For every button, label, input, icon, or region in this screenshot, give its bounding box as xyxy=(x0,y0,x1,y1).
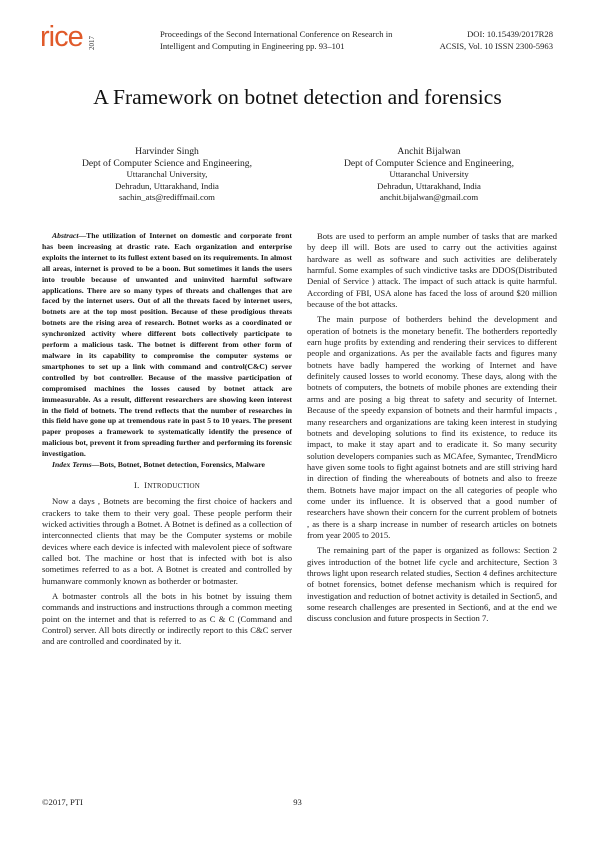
logo-text: rice xyxy=(40,21,83,53)
author-block xyxy=(294,146,564,204)
section-title-rest: NTRODUCTION xyxy=(147,481,200,490)
header-proceedings-line1: Proceedings of the Second International Conference on Research in xyxy=(160,29,393,39)
abstract xyxy=(42,231,292,460)
header-acsis: ACSIS, Vol. 10 ISSN 2300-5963 xyxy=(439,41,553,51)
body-paragraph: A botmaster controls all the bots in his botnet by issuing them commands and instructions and instructions through a common meeting point on the internet and that is referred to as C & C (Command and Control) server. All bots directly or indirectly report to this C&C server and are controlled and coordinated by it. xyxy=(42,591,292,647)
author-email: sachin_ats@rediffmail.com xyxy=(119,192,215,203)
author-city: Dehradun, Uttarakhand, India xyxy=(115,180,219,191)
body-paragraph: Now a days , Botnets are becoming the first choice of hackers and crackers to take them to their very goal. These people perform their wicked activities through a Botnet. A Botnet is defined as a collection of interconnected clients that may be the Computer systems or mobile devices where each device is infected with malevolent piece of software called bot. The machine or host that is infected with bot is also sometimes referred to as a bot. A Botnet is created and controlled by humanware commonly known as botherder or botmaster. xyxy=(42,496,292,586)
header-proceedings-line2: Intelligent and Computing in Engineering pp. 93–101 xyxy=(160,41,345,51)
right-column xyxy=(307,231,557,625)
section-heading-introduction xyxy=(42,480,292,492)
section-number: I. xyxy=(134,479,140,490)
author-dept: Dept of Computer Science and Engineering, xyxy=(344,157,514,169)
conference-logo xyxy=(40,20,100,54)
section-title-first: I xyxy=(144,479,148,490)
author-dept: Dept of Computer Science and Engineering, xyxy=(82,157,252,169)
footer-copyright: ©2017, PTI xyxy=(42,797,83,807)
abstract-text: —The utilization of Internet on domestic and corporate front has been increasing at drastic rate. Each organization and enterprise exploits the internet to its fullest extent based on its requirements. In almost all areas, internet is proved to be a boon. But sometimes it lands the users into trouble because of unwanted and uninvited harmful software applications. There are so many types of threats and challenges that are faced by the internet users. Out of all the threats faced by internet users, botnets are at the top most position. Because of these prodigious threats botnets are the rising area of research. Botnet works as a coordinated or synchronized activity where different bots collectively participate to perform a malicious task. The botnet is different from other form of malware in its capability to compromise the computer systems or smartphones to set up a link with command and control(C&C) server controlled by bot controller. Because of the massive participation of compromised machines the losses caused by botnet attack are immeasurable. As a result, different researchers are showing keen interest in the field of botnets. The trend reflects that the number of researches in this field have gone up at tremendous rate in past 5 to 10 years. The present paper proposes a framework to systematically identify the presence of malicious bot, prevent it from spreading further and performing its forensic investigation. xyxy=(42,231,292,459)
logo-year: 2017 xyxy=(88,36,96,50)
index-terms-lead: Index Terms xyxy=(52,460,92,470)
author-university: Uttaranchal University, xyxy=(126,169,208,180)
author-name: Anchit Bijalwan xyxy=(397,146,461,157)
body-paragraph: The main purpose of botherders behind the development and operation of botnets is the monetary benefit. The botherders reportedly earn huge profits by extending and rendering their services to different people and organizations. As per the available facts and figures many botnets have badly hampered the working of Internet and have definitely caused losses to world economy. These days, along with the botnets of computers, the botnets of mobile phones are extending their arms and are posing a big threat to safety and security of Internet. Because of the speedy expansion of botnets and their harmful impacts , many researchers and organizations are taking keen interest in studying botnets and developing solutions to find its existence, to reduce its impact, to make it stay apart and to eradicate it. So many security solution developers companies such as MCAfee, Symantec, TrendMicro have given some tools to fight against botnets and are still striving hard in direction of finding the whereabouts of botnets and also to freeze them. Botnets have major impact on the all categories of people who come under its influence. It is observed that a good number of researchers have shown their concern for the current problem of botnets , as there is a sharp increase in number of research articles on botnets from year 2005 to 2015. xyxy=(307,314,557,540)
page-number: 93 xyxy=(293,797,302,807)
body-paragraph: The remaining part of the paper is organized as follows: Section 2 gives introduction of the botnet life cycle and architecture, Section 3 throws light upon research related studies, Section 4 defines architecture of botnet forensics, botnet defense mechanism which is required for investigation and reduction of botnet activity is detailed in Section5, and some research challenges are presented in Section6, and at the end we discuss conclusion and future prospects in Section 7. xyxy=(307,545,557,624)
body-paragraph: Bots are used to perform an ample number of tasks that are marked by deep ill will. Bots are used to carry out the activities against hardware as well as software and such activities are deliberately harmful. Some examples of such vindictive tasks are DDOS(Distributed Denial of Service ) attack. The impact of such attack is quite harmful. According of FBI, USA alone has faced the loss of around $20 million because of the bot attacks. xyxy=(307,231,557,310)
author-block xyxy=(32,146,302,204)
author-email: anchit.bijalwan@gmail.com xyxy=(379,192,479,203)
author-university: Uttaranchal University xyxy=(389,169,469,180)
author-city: Dehradun, Uttarakhand, India xyxy=(377,180,481,191)
header-doi: DOI: 10.15439/2017R28 xyxy=(467,29,553,39)
abstract-lead: Abstract xyxy=(52,231,79,240)
index-terms xyxy=(42,460,292,471)
author-name: Harvinder Singh xyxy=(135,146,199,157)
paper-title: A Framework on botnet detection and forensics xyxy=(93,85,502,109)
left-column xyxy=(42,231,292,648)
index-terms-text: —Bots, Botnet, Botnet detection, Forensics, Malware xyxy=(91,460,265,470)
